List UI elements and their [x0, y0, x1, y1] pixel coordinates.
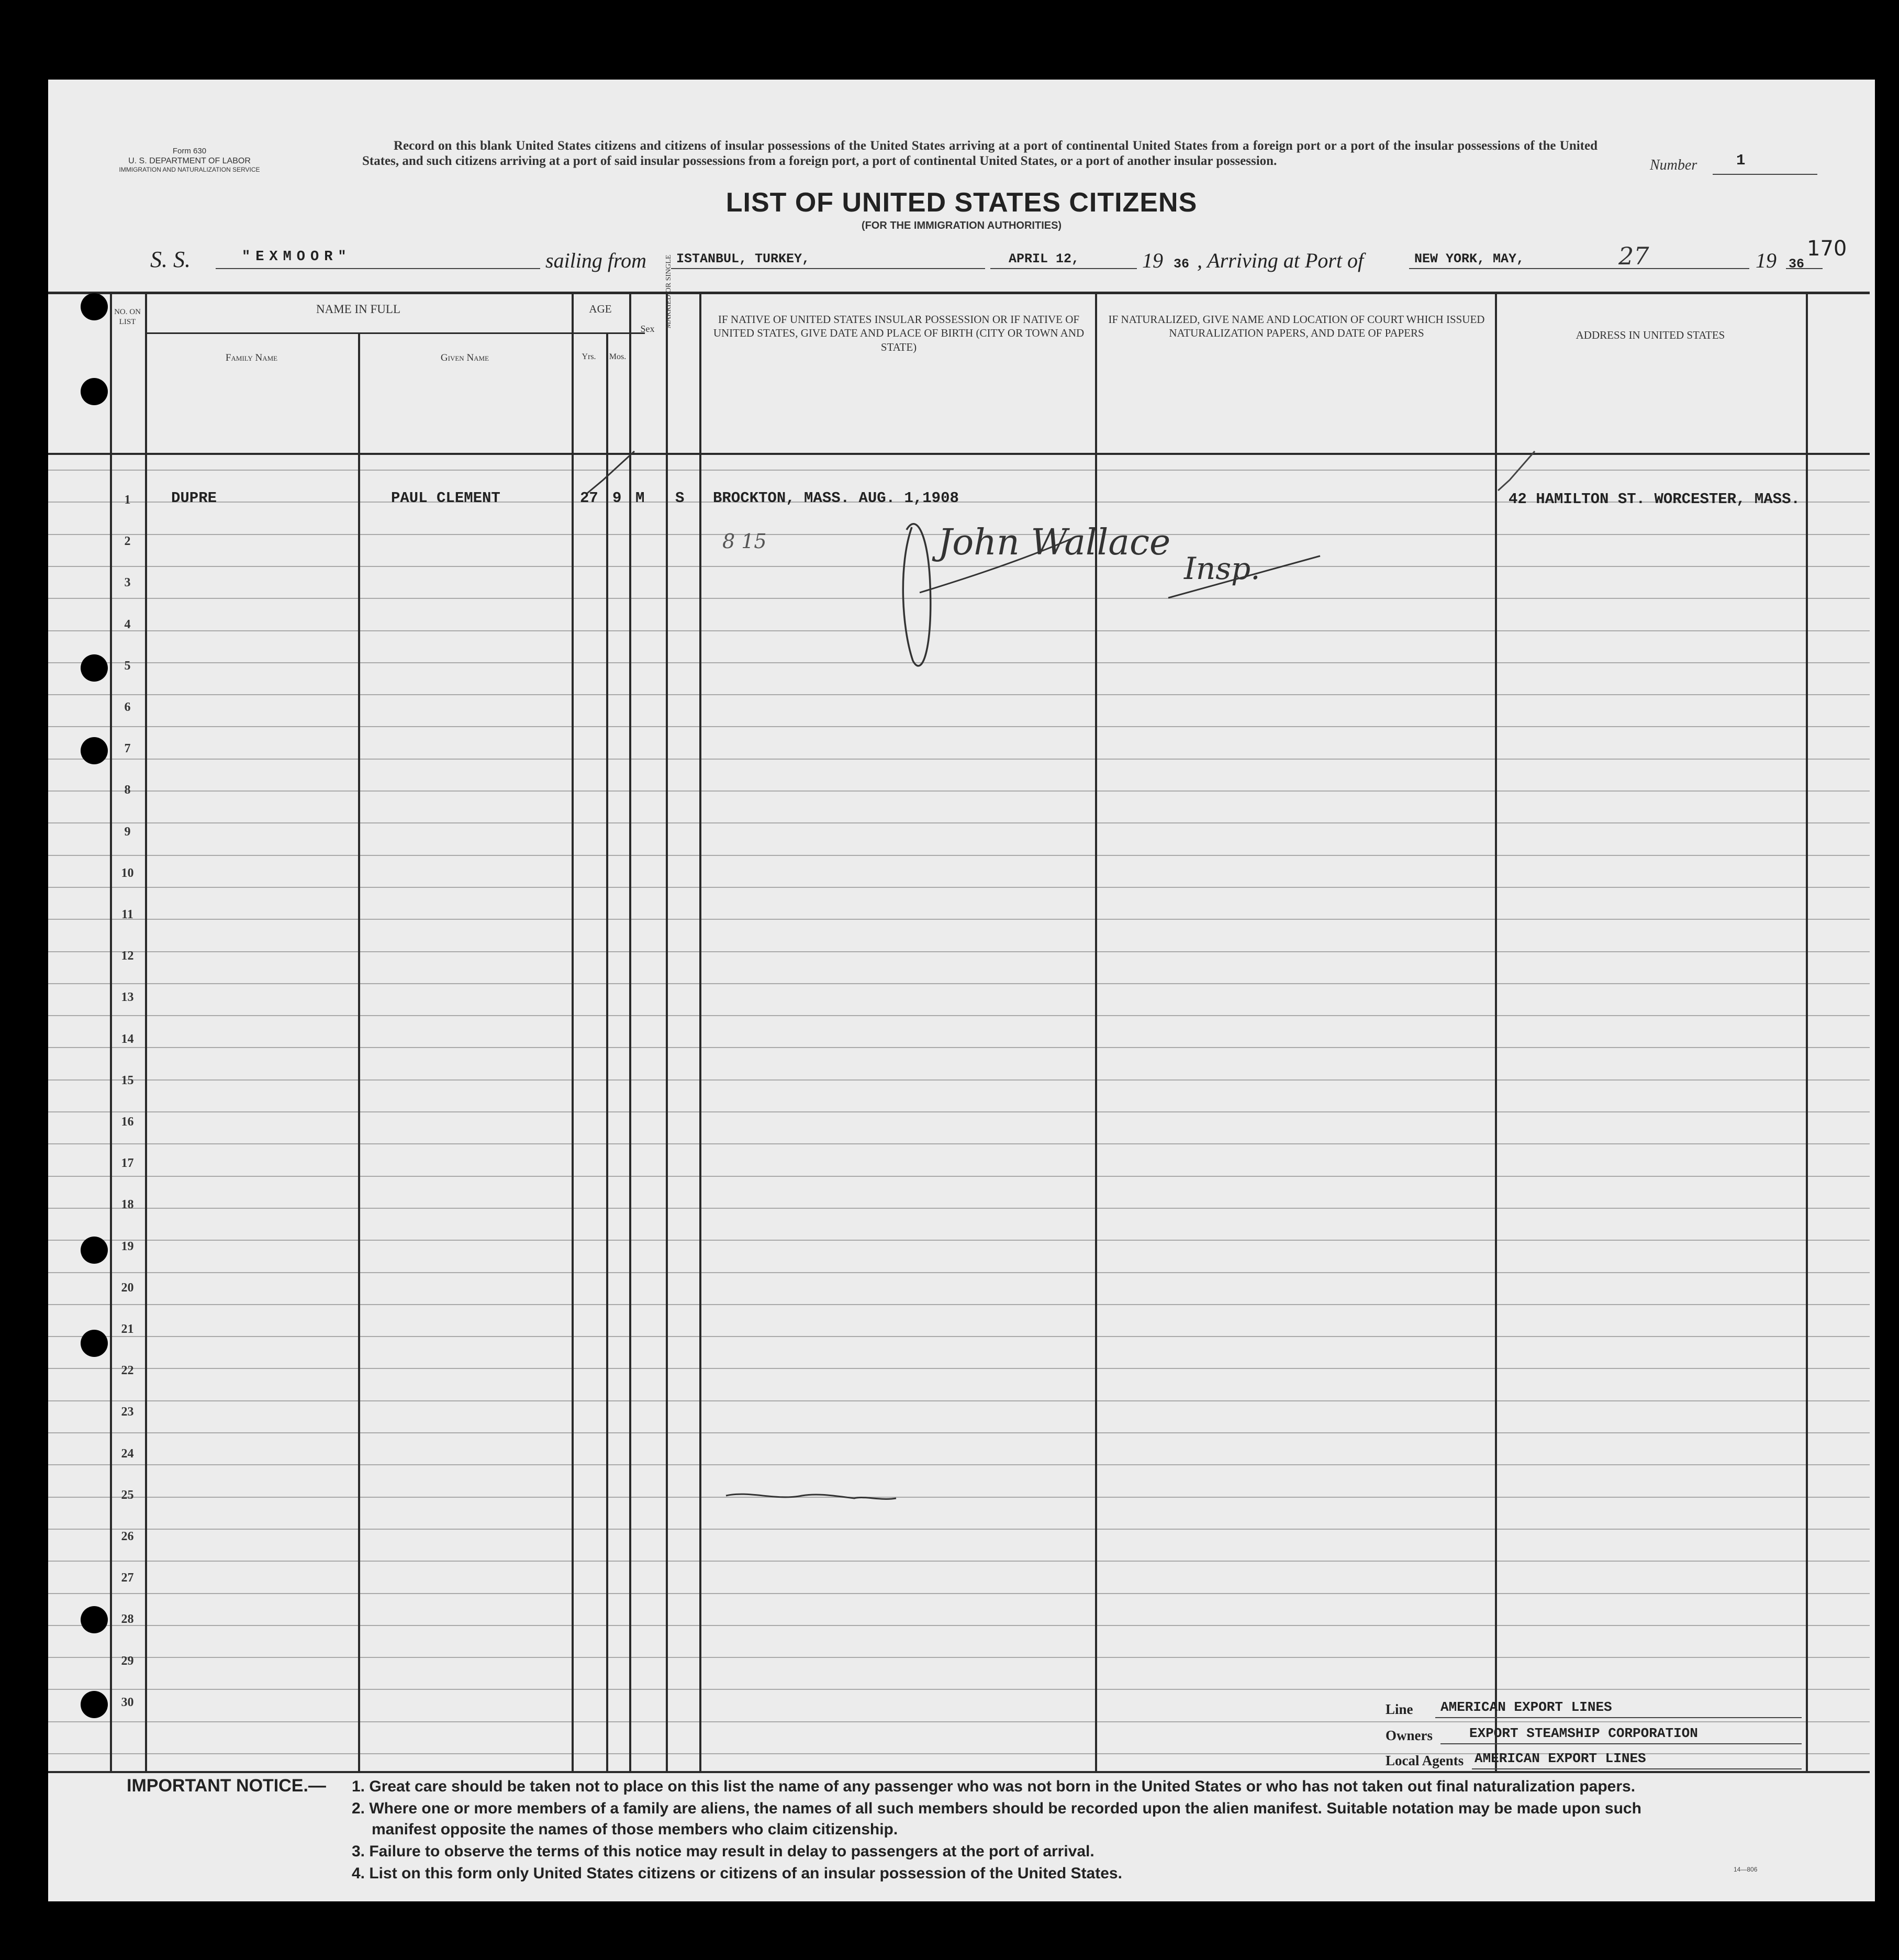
row-number: 22: [121, 1364, 134, 1378]
row-number: 27: [121, 1571, 134, 1585]
row-number: 15: [121, 1073, 134, 1087]
row-number: 19: [121, 1239, 134, 1253]
row-number: 4: [124, 617, 131, 631]
row-number: 8: [124, 783, 131, 797]
pen-marks: [48, 292, 1870, 1773]
punch-hole: [81, 1330, 108, 1357]
signature-flourish-icon: [903, 524, 931, 666]
punch-hole: [81, 654, 108, 682]
notice-2: 2. Where one or more members of a family are aliens, the names of all such members should be recorded upon the alien manifest. Suitable notation may be made upon such: [352, 1800, 1641, 1817]
header-native-birth: IF NATIVE OF UNITED STATES INSULAR POSSESSION OR IF NATIVE OF UNITED STATES, GIVE DATE AND PLACE OF BIRTH (CITY OR TOWN AND STATE): [713, 313, 1085, 353]
header-mos: Mos.: [609, 352, 627, 361]
from-date: APRIL 12,: [1009, 251, 1080, 266]
form-number: Form 630: [172, 147, 207, 155]
row-number: 18: [121, 1198, 134, 1212]
row-number: 25: [121, 1488, 134, 1502]
punch-hole: [81, 378, 108, 405]
address-check-mark-icon: [1498, 451, 1535, 491]
line-label: Line: [1386, 1701, 1413, 1717]
row-number: 9: [124, 825, 131, 839]
form-header-block: [111, 147, 268, 174]
age-months-cell: 9: [612, 489, 622, 507]
handwritten-note: 8 15: [722, 530, 767, 553]
row-number: 16: [121, 1115, 134, 1129]
row-number: 17: [121, 1156, 134, 1171]
header-sex: Sex: [640, 324, 655, 334]
sailing-label: sailing from: [545, 249, 646, 272]
marital-cell: S: [675, 489, 685, 507]
print-code: 14—806: [1734, 1866, 1758, 1873]
service-name: IMMIGRATION AND NATURALIZATION SERVICE: [119, 166, 260, 174]
ship-name: "EXMOOR": [242, 249, 352, 265]
side-number: 170: [1807, 237, 1847, 261]
punch-hole: [81, 1691, 108, 1718]
row-number: 23: [121, 1405, 134, 1419]
inspector-title: Insp.: [1184, 551, 1260, 586]
age-years-cell: 27: [580, 489, 598, 507]
row-number: 12: [121, 949, 134, 963]
header-age: AGE: [589, 303, 612, 315]
arrival-port-date: NEW YORK, MAY,: [1414, 251, 1525, 266]
header-no-on-list: NO. ON LIST: [114, 308, 141, 326]
year-prefix-1: 19: [1142, 249, 1163, 272]
given-name-cell: PAUL CLEMENT: [391, 489, 500, 507]
header-yrs: Yrs.: [582, 352, 596, 361]
port-underline: [1409, 268, 1749, 269]
sex-cell: M: [635, 489, 645, 507]
row-number: 2: [124, 534, 131, 549]
header-naturalized: IF NATURALIZED, GIVE NAME AND LOCATION OF COURT WHICH ISSUED NATURALIZATION PAPERS, AND DATE OF PAPERS: [1108, 313, 1485, 340]
row-number: 13: [121, 990, 134, 1005]
owners-value: EXPORT STEAMSHIP CORPORATION: [1469, 1725, 1698, 1741]
row-number: 3: [124, 576, 131, 590]
row-number: 20: [121, 1280, 134, 1295]
birth-cell: BROCKTON, MASS. AUG. 1,1908: [713, 489, 959, 507]
notice-3: 3. Failure to observe the terms of this notice may result in delay to passengers at the port of arrival.: [352, 1843, 1094, 1860]
row-number: 30: [121, 1695, 134, 1709]
number-label: Number: [1650, 157, 1697, 173]
number-underline: [1713, 174, 1817, 175]
notice-2-continued: manifest opposite the names of those members who claim citizenship.: [372, 1821, 898, 1838]
notice-4: 4. List on this form only United States citizens or citizens of an insular possession of the United States.: [352, 1865, 1122, 1882]
header-name-in-full: NAME IN FULL: [316, 303, 400, 316]
row-number: 5: [124, 659, 131, 673]
from-underline: [671, 268, 985, 269]
notice-1: 1. Great care should be taken not to place on this list the name of any passenger who was not born in the United States or who has not taken out final naturalization papers.: [352, 1778, 1636, 1795]
row-number: 7: [124, 742, 131, 756]
punch-hole: [81, 737, 108, 764]
row-number: 29: [121, 1654, 134, 1668]
header-family-name: Family Name: [225, 352, 278, 363]
family-name-cell: DUPRE: [171, 489, 217, 507]
page-title: LIST OF UNITED STATES CITIZENS: [725, 187, 1198, 218]
row-number: 1: [124, 493, 131, 507]
row-number: 14: [121, 1032, 134, 1046]
header-address: ADDRESS IN UNITED STATES: [1576, 329, 1725, 341]
punch-hole: [81, 293, 108, 320]
row-number: 26: [121, 1530, 134, 1543]
row-number: 6: [124, 700, 131, 714]
agents-value: AMERICAN EXPORT LINES: [1474, 1751, 1646, 1766]
agents-underline: [1472, 1768, 1802, 1769]
header-given-name: Given Name: [440, 352, 489, 363]
arrival-day-handwritten: 27: [1618, 242, 1649, 270]
instructions-text: Record on this blank United States citizens and citizens of insular possessions of the United States arriving at a port of continental United States from a foreign port or a port of the insular possessions of the United States, and such citizens arriving at a port of said insular possessions from a foreign port, a port of continental United States, or a port of another insular possession.: [362, 139, 1598, 169]
page-subtitle: (FOR THE IMMIGRATION AUTHORITIES): [861, 220, 1062, 231]
from-date-underline: [990, 268, 1137, 269]
department-name: U. S. DEPARTMENT OF LABOR: [128, 157, 251, 165]
year-2: 36: [1789, 257, 1805, 272]
punch-hole: [81, 1237, 108, 1264]
punch-hole: [81, 1606, 108, 1633]
row-number: 28: [121, 1612, 134, 1627]
agents-label: Local Agents: [1386, 1753, 1464, 1768]
number-value: 1: [1736, 152, 1746, 169]
ship-underline: [216, 268, 540, 269]
inspector-signature: John Wallace: [938, 522, 1171, 563]
ss-label: S. S.: [150, 247, 191, 272]
row-number: 21: [121, 1322, 134, 1336]
address-cell: 42 HAMILTON ST. WORCESTER, MASS.: [1509, 491, 1800, 508]
arriving-label: , Arriving at Port of: [1197, 249, 1364, 272]
header-married-single: MARRIED OR SINGLE: [665, 254, 673, 329]
from-port: ISTANBUL, TURKEY,: [676, 251, 810, 266]
row-number: 10: [121, 866, 134, 880]
year-1: 36: [1174, 257, 1190, 272]
important-notice-label: IMPORTANT NOTICE.—: [127, 1776, 326, 1796]
year-prefix-2: 19: [1756, 249, 1777, 272]
document-page: [48, 80, 1875, 1901]
check-mark-icon: [587, 451, 634, 493]
owners-underline: [1440, 1743, 1802, 1744]
owners-label: Owners: [1386, 1728, 1433, 1743]
row-number: 24: [121, 1446, 134, 1461]
line-value: AMERICAN EXPORT LINES: [1440, 1699, 1612, 1715]
line-underline: [1435, 1717, 1802, 1718]
bottom-scribble-icon: [726, 1494, 896, 1499]
row-number: 11: [121, 908, 133, 921]
